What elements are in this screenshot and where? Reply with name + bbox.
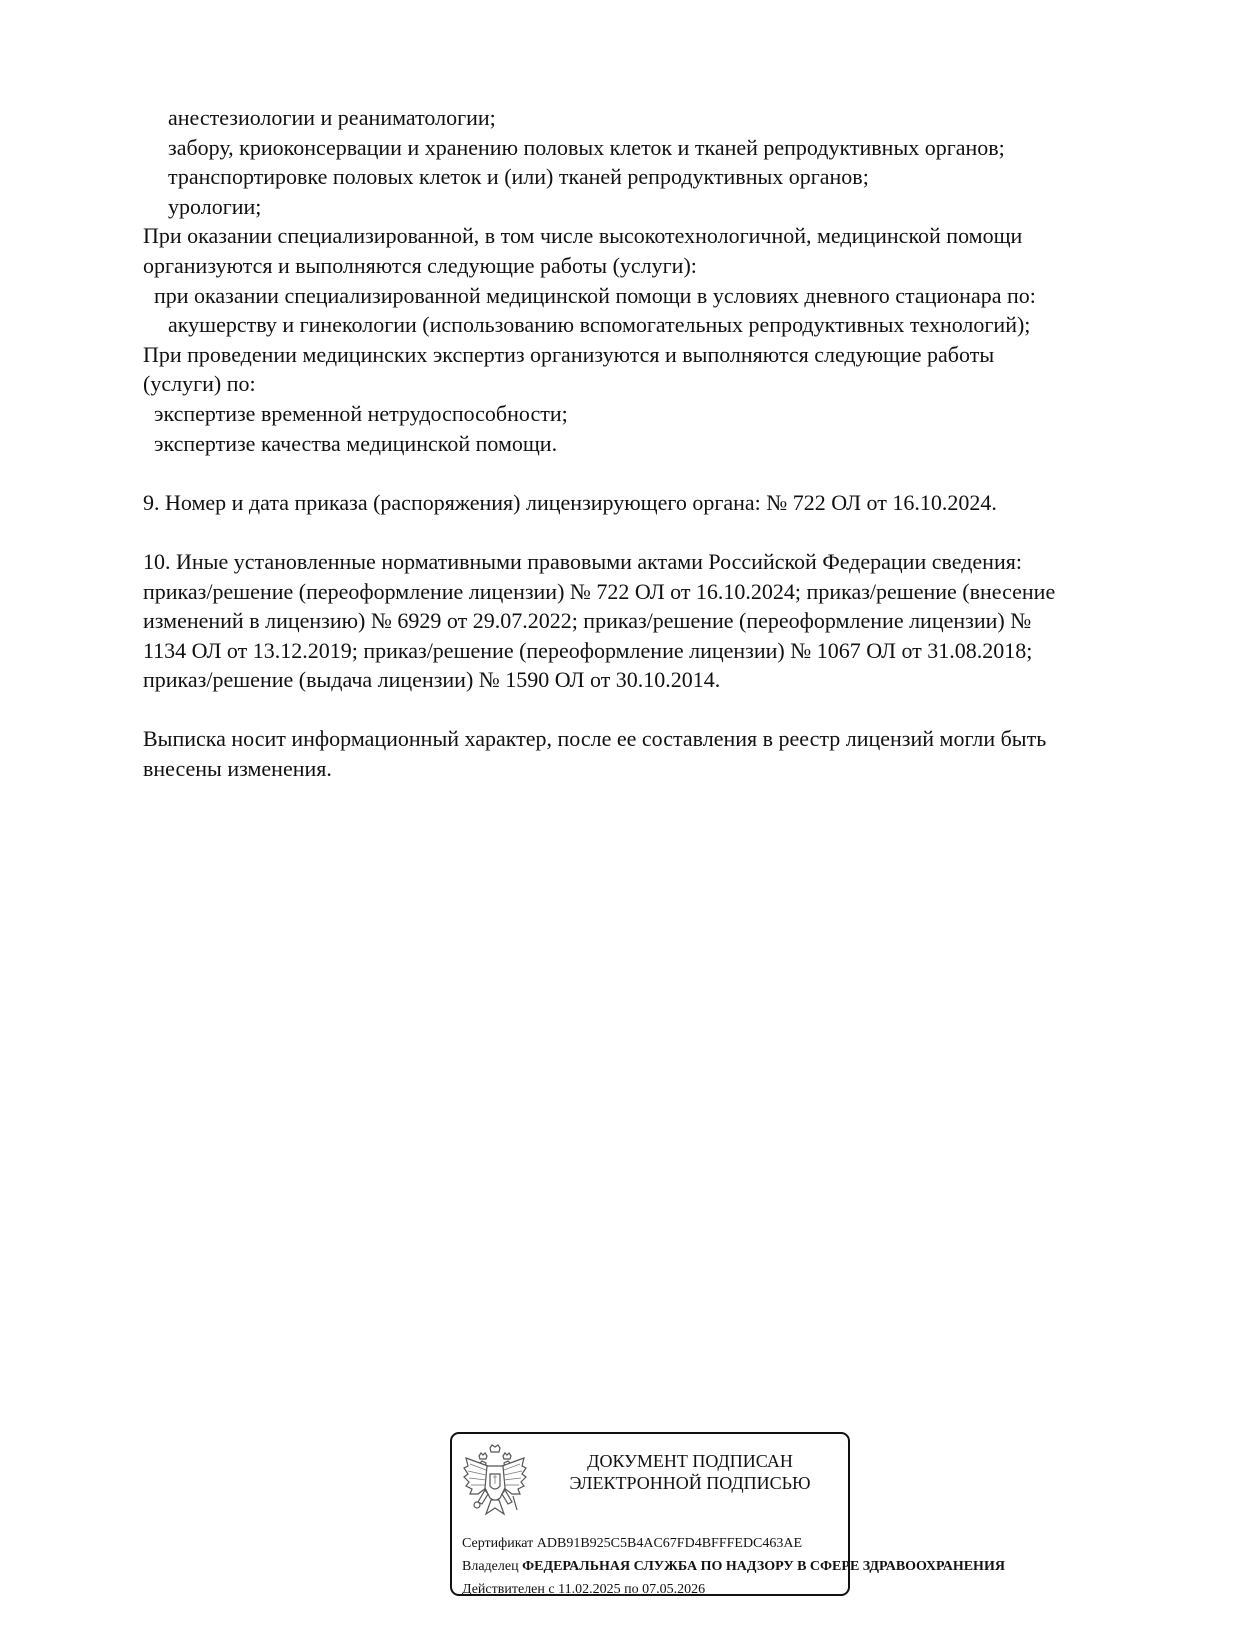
document-body [143, 103, 1153, 784]
section-10-line4: 1134 ОЛ от 13.12.2019; приказ/решение (переоформление лицензии) № 1067 ОЛ от 31.08.2018; [143, 637, 1033, 663]
service-item-disability-expertise: экспертизе временной нетрудоспособности; [154, 400, 568, 426]
notice-line1: Выписка носит информационный характер, после ее составления в реестр лицензий могли быть [143, 726, 1047, 752]
validity-row: Действителен с 11.02.2025 по 07.05.2026 [462, 1582, 706, 1597]
service-item-quality-expertise: экспертизе качества медицинской помощи. [154, 430, 558, 456]
signature-stamp-title [532, 1450, 848, 1494]
service-item-cryopreservation: забору, криоконсервации и хранению половых клеток и тканей репродуктивных органов; [168, 134, 1005, 160]
service-item-anesthesiology: анестезиологии и реаниматологии; [168, 105, 496, 130]
spacer [143, 695, 1153, 725]
day-hospital-subheading: при оказании специализированной медицинской помощи в условиях дневного стационара по: [154, 282, 1036, 308]
certificate-row [462, 1532, 848, 1555]
spacer [143, 458, 1153, 488]
owner-value: ФЕДЕРАЛЬНАЯ СЛУЖБА ПО НАДЗОРУ В СФЕРЕ ЗДРАВООХРАНЕНИЯ [522, 1559, 1005, 1574]
service-item-transportation: транспортировке половых клеток и (или) тканей репродуктивных органов; [168, 164, 869, 190]
spacer [143, 517, 1153, 547]
service-item-obstetrics: акушерству и гинекологии (использованию вспомогательных репродуктивных технологий); [168, 312, 1031, 338]
double-headed-eagle-emblem-icon [462, 1444, 528, 1524]
section-10-line3: изменений в лицензию) № 6929 от 29.07.2022; приказ/решение (переоформление лицензии) № [143, 608, 1032, 634]
signature-stamp-title-line2: ЭЛЕКТРОННОЙ ПОДПИСЬЮ [569, 1473, 811, 1493]
certificate-label: Сертификат [462, 1536, 534, 1551]
owner-row [462, 1555, 1005, 1578]
certificate-value: ADB91B925C5B4AC67FD4BFFFEDC463AE [536, 1536, 803, 1551]
expertise-heading-line2: (услуги) по: [143, 371, 256, 397]
notice-line2: внесены изменения. [143, 756, 332, 782]
signature-stamp-title-line1: ДОКУМЕНТ ПОДПИСАН [587, 1451, 793, 1471]
section-9-order: 9. Номер и дата приказа (распоряжения) лицензирующего органа: № 722 ОЛ от 16.10.2024. [143, 489, 997, 515]
specialized-care-heading-line2: организуются и выполняются следующие работы (услуги): [143, 252, 697, 278]
service-item-urology: урологии; [168, 193, 262, 219]
section-10-line1: 10. Иные установленные нормативными правовыми актами Российской Федерации сведения: [143, 548, 1022, 574]
owner-label: Владелец [462, 1559, 519, 1574]
section-10-line2: приказ/решение (переоформление лицензии) № 722 ОЛ от 16.10.2024; приказ/решение (внесение [143, 578, 1056, 604]
expertise-heading-line1: При проведении медицинских экспертиз организуются и выполняются следующие работы [143, 341, 995, 367]
electronic-signature-stamp [450, 1432, 1005, 1597]
specialized-care-heading-line1: При оказании специализированной, в том числе высокотехнологичной, медицинской помощи [143, 223, 1023, 249]
section-10-line5: приказ/решение (выдача лицензии) № 1590 ОЛ от 30.10.2014. [143, 667, 721, 693]
signature-stamp-details [462, 1532, 1005, 1601]
